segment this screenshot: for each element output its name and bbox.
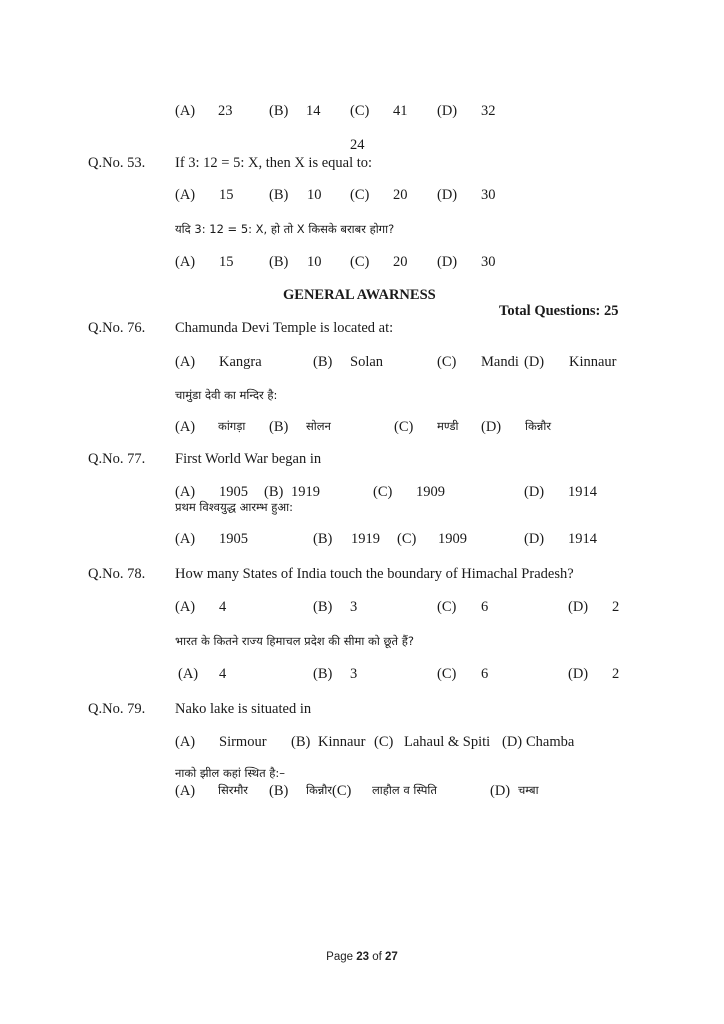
total-pages: 27 <box>385 951 398 963</box>
option-value: Mandi <box>481 354 519 370</box>
option-value: 1909 <box>416 484 445 500</box>
option-label: (A) <box>175 419 196 435</box>
option-value: Lahaul & Spiti <box>404 734 491 750</box>
option-value: चम्बा <box>518 783 539 797</box>
option-label: (D) <box>524 354 545 370</box>
option-label: (C) <box>332 783 352 799</box>
option-label: (C) <box>350 103 370 119</box>
option-value: 2 <box>612 666 620 682</box>
option-value: 20 <box>393 187 408 203</box>
question-text-hi: भारत के कितने राज्य हिमाचल प्रदेश की सीमा को छूते हैं? <box>175 634 414 648</box>
question-text-hi: चामुंडा देवी का मन्दिर है: <box>175 388 278 402</box>
option-label: (A) <box>175 187 196 203</box>
option-value: 6 <box>481 666 489 682</box>
option-label: (B) <box>313 354 333 370</box>
question-number: Q.No. 77. <box>88 451 146 467</box>
question-text-en: First World War began in <box>175 451 322 467</box>
option-label: (B) <box>264 484 284 500</box>
option-label: (A) <box>175 531 196 547</box>
question-text-en: Nako lake is situated in <box>175 701 312 717</box>
option-value: 6 <box>481 599 489 615</box>
footer-middle: of <box>369 951 386 963</box>
stray-number: 24 <box>350 137 365 153</box>
option-label: (A) <box>175 783 196 799</box>
option-label: (D) <box>502 734 523 750</box>
option-value: 4 <box>219 666 227 682</box>
option-label: (C) <box>394 419 414 435</box>
footer-prefix: Page <box>326 951 357 963</box>
option-label: (A) <box>175 254 196 270</box>
option-value: 2 <box>612 599 620 615</box>
option-value: किन्नौर <box>306 783 333 797</box>
question-text-en: Chamunda Devi Temple is located at: <box>175 320 394 336</box>
option-label: (C) <box>437 666 457 682</box>
option-value: 1905 <box>219 531 248 547</box>
option-value: 23 <box>218 103 233 119</box>
question-number: Q.No. 53. <box>88 155 146 171</box>
option-label: (C) <box>397 531 417 547</box>
option-value: Sirmour <box>219 734 267 750</box>
option-value: Chamba <box>526 734 575 750</box>
option-value: सिरमौर <box>218 783 249 797</box>
option-label: (A) <box>175 734 196 750</box>
option-label: (B) <box>313 531 333 547</box>
option-value: 1919 <box>351 531 380 547</box>
total-questions: Total Questions: 25 <box>499 303 619 319</box>
option-value: 4 <box>219 599 227 615</box>
question-number: Q.No. 78. <box>88 566 146 582</box>
option-value: 10 <box>307 187 322 203</box>
option-label: (D) <box>481 419 502 435</box>
option-value: 3 <box>350 599 358 615</box>
option-value: Kinnaur <box>569 354 617 370</box>
option-label: (D) <box>524 484 545 500</box>
option-label: (B) <box>269 254 289 270</box>
option-value: 1914 <box>568 531 597 547</box>
option-label: (D) <box>437 254 458 270</box>
option-label: (A) <box>175 599 196 615</box>
option-label: (B) <box>313 599 333 615</box>
option-label: (B) <box>291 734 311 750</box>
option-value: लाहौल व स्पिति <box>372 783 437 797</box>
option-value: 14 <box>306 103 321 119</box>
option-value: 10 <box>307 254 322 270</box>
option-label: (A) <box>175 354 196 370</box>
option-value: Kinnaur <box>318 734 366 750</box>
option-label: (B) <box>269 103 289 119</box>
option-value: 1905 <box>219 484 248 500</box>
option-label: (B) <box>269 419 289 435</box>
option-label: (C) <box>374 734 394 750</box>
option-label: (D) <box>568 666 589 682</box>
section-title: GENERAL AWARNESS <box>283 287 436 303</box>
option-label: (D) <box>524 531 545 547</box>
option-label: (A) <box>175 484 196 500</box>
option-value: किन्नौर <box>525 419 552 433</box>
option-value: Solan <box>350 354 384 370</box>
option-value: 1919 <box>291 484 320 500</box>
option-label: (C) <box>437 354 457 370</box>
option-value: 1909 <box>438 531 467 547</box>
option-value: मण्डी <box>437 419 459 433</box>
option-label: (D) <box>568 599 589 615</box>
option-value: Kangra <box>219 354 262 370</box>
question-text-en: How many States of India touch the boundary of Himachal Pradesh? <box>175 566 574 582</box>
option-label: (C) <box>437 599 457 615</box>
option-label: (A) <box>178 666 199 682</box>
option-label: (D) <box>437 103 458 119</box>
option-value: 30 <box>481 187 496 203</box>
option-value: 32 <box>481 103 496 119</box>
option-value: 15 <box>219 187 234 203</box>
current-page: 23 <box>356 951 370 963</box>
option-label: (A) <box>175 103 196 119</box>
page-footer <box>0 951 724 963</box>
option-value: 3 <box>350 666 358 682</box>
question-text-hi: नाको झील कहां स्थित है:– <box>175 766 286 780</box>
option-label: (B) <box>313 666 333 682</box>
question-text-hi: प्रथम विश्वयुद्ध आरम्भ हुआ: <box>175 500 293 514</box>
option-value: 30 <box>481 254 496 270</box>
option-value: 41 <box>393 103 408 119</box>
option-value: 15 <box>219 254 234 270</box>
option-label: (D) <box>437 187 458 203</box>
option-label: (C) <box>350 254 370 270</box>
option-label: (D) <box>490 783 511 799</box>
question-text-hi: यदि 3: 12 = 5: X, हो तो X किसके बराबर होगा? <box>175 222 395 236</box>
option-label: (B) <box>269 783 289 799</box>
question-number: Q.No. 76. <box>88 320 146 336</box>
option-label: (C) <box>373 484 393 500</box>
option-value: कांगड़ा <box>218 419 246 433</box>
option-value: 1914 <box>568 484 597 500</box>
option-value: सोलन <box>306 419 331 433</box>
question-text-en: If 3: 12 = 5: X, then X is equal to: <box>175 155 373 171</box>
question-number: Q.No. 79. <box>88 701 146 717</box>
option-label: (C) <box>350 187 370 203</box>
option-value: 20 <box>393 254 408 270</box>
option-label: (B) <box>269 187 289 203</box>
